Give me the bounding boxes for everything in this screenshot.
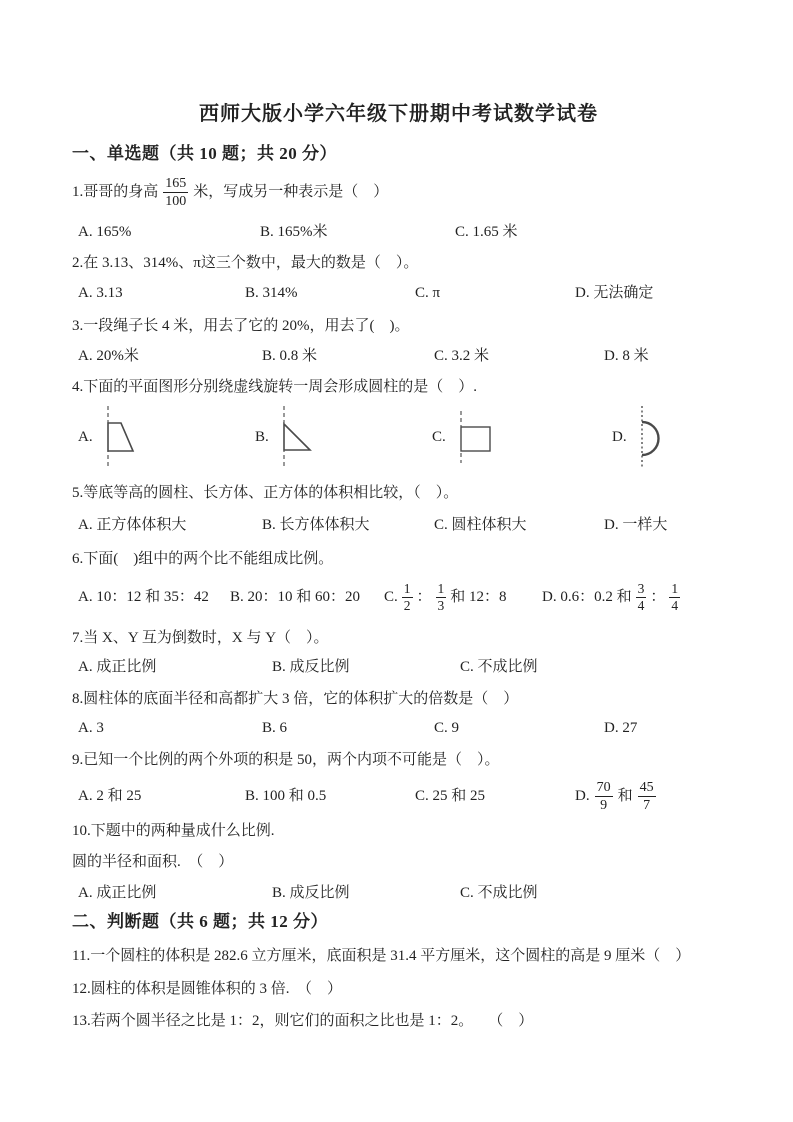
figure-b-label: B. (255, 428, 269, 445)
question-1-text-post: 米，写成另一种表示是（ ） (193, 183, 389, 200)
fraction (595, 779, 613, 814)
fraction-denominator: 7 (643, 797, 651, 813)
q9-option-d (575, 779, 725, 814)
fraction-denominator: 9 (600, 797, 608, 813)
fraction-denominator: 3 (437, 597, 445, 613)
q7-option-a: A. 成正比例 (78, 659, 157, 675)
q10-option-a: A. 成正比例 (78, 885, 157, 901)
q6-option-c (384, 581, 542, 614)
q3-option-a: A. 20%米 (78, 348, 139, 364)
right-triangle-figure (274, 405, 326, 469)
q9-option-a: A. 2 和 25 (78, 787, 142, 804)
fraction (636, 581, 647, 614)
question-5-stem: 5.等底等高的圆柱、长方体、正方体的体积相比较，（ ）。 (72, 485, 459, 501)
question-7-options (72, 657, 725, 678)
q3-option-b: B. 0.8 米 (262, 348, 318, 364)
question-2 (72, 253, 725, 304)
trapezoid-figure (98, 405, 150, 469)
q5-option-b: B. 长方体体积大 (262, 517, 370, 533)
fraction-denominator: 4 (671, 597, 679, 613)
question-8 (72, 689, 725, 739)
q2-option-d: D. 无法确定 (575, 285, 654, 301)
question-3-options (72, 346, 725, 367)
q8-option-b: B. 6 (262, 720, 288, 736)
fraction-numerator: 1 (437, 580, 445, 596)
fraction-denominator: 4 (637, 597, 645, 613)
q7-option-c: C. 不成比例 (460, 659, 538, 675)
q1-option-a: A. 165% (78, 224, 132, 240)
question-6-options (72, 575, 725, 619)
question-4-stem: 4.下面的平面图形分别绕虚线旋转一周会形成圆柱的是（ ）. (72, 379, 478, 395)
question-5 (72, 483, 725, 536)
q6-option-c-sep: ： (416, 588, 432, 605)
q1-option-c: C. 1.65 米 (455, 224, 518, 240)
q9-option-d-mid: 和 (617, 787, 633, 804)
question-4 (72, 377, 725, 469)
question-9-options (72, 776, 725, 816)
q1-option-b: B. 165%米 (260, 224, 328, 240)
question-9 (72, 750, 725, 816)
rectangle-figure (451, 405, 503, 469)
fraction (669, 581, 680, 614)
q6-option-c-label: C. (384, 588, 398, 605)
question-10 (72, 821, 725, 904)
q9-option-b: B. 100 和 0.5 (245, 787, 327, 804)
question-3-stem: 3.一段绳子长 4 米，用去了它的 20%，用去了( )。 (72, 318, 410, 334)
question-5-options (72, 515, 725, 536)
q8-option-a: A. 3 (78, 720, 104, 736)
question-6-stem: 6.下面( )组中的两个比不能组成比例。 (72, 551, 334, 567)
q3-option-d: D. 8 米 (604, 348, 649, 364)
q6-option-b: B. 20：10 和 60：20 (230, 588, 361, 605)
fraction-numerator: 45 (639, 779, 654, 795)
fraction-numerator: 3 (637, 580, 645, 596)
figure-d-label: D. (612, 428, 627, 445)
question-7-stem: 7.当 X、Y 互为倒数时，X 与 Y（ ）。 (72, 630, 329, 646)
figure-a (78, 405, 255, 469)
fraction-numerator: 1 (671, 580, 679, 596)
q2-option-c: C. π (415, 285, 441, 301)
question-10-stem-line2: 圆的半径和面积. （ ） (72, 854, 234, 870)
semicircle-figure (632, 405, 684, 469)
question-1-options (72, 222, 725, 243)
q6-option-d (542, 581, 725, 614)
question-2-options (72, 283, 725, 304)
question-9-stem: 9.已知一个比例的两个外项的积是 50，两个内项不可能是（ ）。 (72, 752, 500, 768)
q6-option-d-label: D. 0.6：0.2 和 (542, 588, 632, 605)
question-13-stem: 13.若两个圆半径之比是 1：2，则它们的面积之比也是 1：2。 （ ） (72, 1013, 534, 1029)
figure-a-label: A. (78, 428, 93, 445)
q6-option-c-tail: 和 12：8 (450, 588, 507, 605)
q5-option-d: D. 一样大 (604, 517, 668, 533)
q5-option-a: A. 正方体体积大 (78, 517, 187, 533)
page-title: 西师大版小学六年级下册期中考试数学试卷 (199, 103, 598, 125)
figure-c (432, 405, 612, 469)
fraction (436, 581, 447, 614)
q6-option-a: A. 10：12 和 35：42 (78, 588, 209, 605)
q2-option-a: A. 3.13 (78, 285, 123, 301)
question-3 (72, 316, 725, 367)
q7-option-b: B. 成反比例 (272, 659, 350, 675)
figure-b (255, 405, 432, 469)
question-4-figures (72, 405, 725, 469)
question-1-text-pre: 1.哥哥的身高 (72, 183, 159, 200)
fraction-denominator: 2 (403, 597, 411, 613)
q6-option-d-sep: ： (650, 588, 666, 605)
question-1 (72, 172, 725, 243)
q3-option-c: C. 3.2 米 (434, 348, 490, 364)
question-12-stem: 12.圆柱的体积是圆锥体积的 3 倍. （ ） (72, 981, 343, 997)
question-10-options (72, 883, 725, 904)
section-2-heading: 二、判断题（共 6 题；共 12 分） (72, 912, 328, 931)
figure-d (612, 405, 725, 469)
question-10-stem: 10.下题中的两种量成什么比例. (72, 823, 275, 839)
q9-option-d-label: D. (575, 787, 590, 804)
fraction-numerator: 165 (165, 175, 187, 191)
q9-option-c: C. 25 和 25 (415, 787, 486, 804)
question-8-stem: 8.圆柱体的底面半径和高都扩大 3 倍，它的体积扩大的倍数是（ ） (72, 691, 519, 707)
fraction (638, 779, 656, 814)
q10-option-c: C. 不成比例 (460, 885, 538, 901)
question-11-stem: 11.一个圆柱的体积是 282.6 立方厘米，底面积是 31.4 平方厘米，这个圆柱的高是 9 厘米（ ） (72, 948, 691, 964)
fraction (163, 175, 188, 210)
question-6 (72, 549, 725, 619)
fraction-denominator: 100 (165, 193, 187, 209)
figure-c-label: C. (432, 428, 446, 445)
question-7 (72, 628, 725, 678)
q5-option-c: C. 圆柱体积大 (434, 517, 527, 533)
q2-option-b: B. 314% (245, 285, 298, 301)
q8-option-d: D. 27 (604, 720, 638, 736)
question-1-stem (72, 172, 725, 212)
fraction-numerator: 1 (403, 580, 411, 596)
question-8-options (72, 718, 725, 739)
q8-option-c: C. 9 (434, 720, 460, 736)
q10-option-b: B. 成反比例 (272, 885, 350, 901)
fraction-numerator: 70 (596, 779, 611, 795)
question-2-stem: 2.在 3.13、314%、π这三个数中，最大的数是（ ）。 (72, 255, 419, 271)
section-1-heading: 一、单选题（共 10 题；共 20 分） (72, 144, 337, 163)
fraction (402, 581, 413, 614)
